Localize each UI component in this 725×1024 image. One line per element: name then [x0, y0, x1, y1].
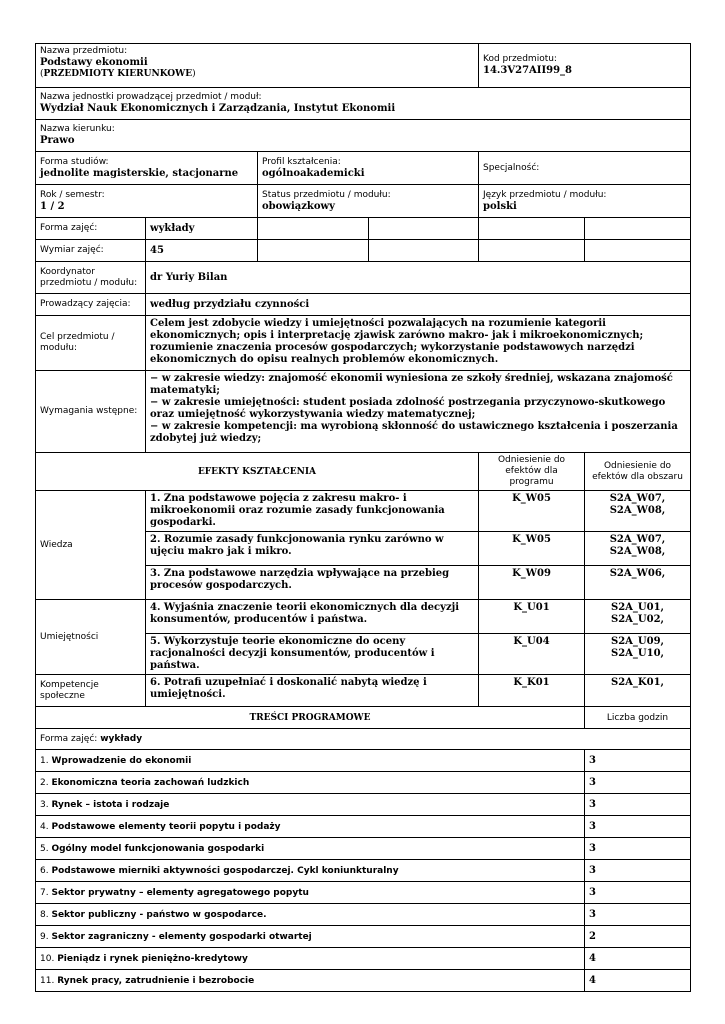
unit-row: [36, 88, 691, 120]
outcome-text: 5. Wykorzystuje teorie ekonomiczne do oceny racjonalności decyzji konsumentów, producentów i państwa.: [146, 634, 479, 675]
topic-num: 8.: [40, 909, 49, 920]
subject-row: [36, 44, 691, 88]
outcome-text: 1. Zna podstawowe pojęcia z zakresu makro- i mikroekonomii oraz rozumie zasady funkcjonowania gospodarki.: [146, 491, 479, 532]
topic-cell: [36, 772, 585, 794]
topic-title: Wprowadzenie do ekonomii: [51, 755, 192, 766]
outcome-program: K_W09: [479, 566, 585, 600]
topic-cell: [36, 882, 585, 904]
topic-num: 2.: [40, 777, 49, 788]
status-label: Status przedmiotu / modułu:: [262, 189, 391, 200]
requirement-line: − w zakresie umiejętności: student posiada zdolność postrzegania przyczynowo-skutkowego oraz umiejętność wykorzystywania wiedzy matematycznej;: [150, 397, 666, 420]
lecturers-value: według przydziału czynności: [146, 294, 691, 316]
topics-list: [36, 750, 691, 992]
field-label: Nazwa kierunku:: [40, 124, 115, 134]
outcome-program: K_W05: [479, 532, 585, 566]
topic-hours: 3: [585, 882, 691, 904]
topic-hours: 2: [585, 926, 691, 948]
topic-num: 5.: [40, 843, 49, 854]
lang-value: polski: [483, 200, 517, 212]
code-value: 14.3V27AII99_8: [483, 65, 573, 76]
program-header-row: [36, 707, 691, 729]
topic-num: 6.: [40, 865, 49, 876]
syllabus-page: [35, 43, 690, 992]
year-row: [36, 185, 691, 218]
status-value: obowiązkowy: [262, 200, 335, 212]
unit-value: Wydział Nauk Ekonomicznych i Zarządzania, Instytut Ekonomii: [40, 103, 396, 114]
profile-value: ogólnoakademicki: [262, 167, 365, 179]
topic-row: [36, 970, 691, 992]
outcome-area: S2A_W07, S2A_W08,: [585, 491, 691, 532]
code-label: Kod przedmiotu:: [483, 54, 557, 64]
topic-row: [36, 948, 691, 970]
topic-title: Sektor publiczny - państwo w gospodarce.: [51, 909, 267, 920]
topic-title: Rynek – istota i rodzaje: [51, 799, 170, 810]
profile-label: Profil kształcenia:: [262, 156, 341, 167]
classes-hours-row: [36, 240, 691, 262]
outcome-program: K_K01: [479, 675, 585, 707]
outcome-text: 4. Wyjaśnia znaczenie teorii ekonomicznych dla decyzji konsumentów, producentów i państwa.: [146, 600, 479, 634]
requirements-label: Wymagania wstępne:: [36, 371, 146, 453]
goal-label: Cel przedmiotu / modułu:: [36, 316, 146, 371]
program-form-value: wykłady: [100, 734, 143, 744]
form-cell: [36, 152, 258, 185]
outcome-text: 6. Potrafi uzupełniać i doskonalić nabytą wiedzę i umiejętności.: [146, 675, 479, 707]
program-hours-col: Liczba godzin: [585, 707, 691, 729]
topic-cell: [36, 926, 585, 948]
topic-hours: 3: [585, 772, 691, 794]
topic-cell: [36, 794, 585, 816]
outcome-group-skills: Umiejętności: [36, 600, 146, 675]
spec-label: Specjalność:: [483, 162, 540, 173]
field-cell: [36, 120, 691, 152]
coordinator-row: [36, 262, 691, 294]
topic-cell: [36, 750, 585, 772]
goal-value: Celem jest zdobycie wiedzy i umiejętności pozwalających na rozumienie kategorii ekonomicznych; opis i interpretację zjawisk zarówno makro- jak i mikroekonomicznych; rozumienie znaczenia procesów gospodarczych; wykorzystanie podstawowych narzędzi ekonomicznych do opisu realnych problemów ekonomicznych.: [146, 316, 691, 371]
profile-cell: [258, 152, 479, 185]
lecturers-row: [36, 294, 691, 316]
topic-title: Ogólny model funkcjonowania gospodarki: [51, 843, 265, 854]
program-form-cell: [36, 729, 691, 750]
topic-row: [36, 772, 691, 794]
topic-hours: 3: [585, 750, 691, 772]
topic-cell: [36, 970, 585, 992]
outcomes-col-program: Odniesienie do efektów dla programu: [479, 453, 585, 491]
unit-cell: [36, 88, 691, 120]
topic-num: 4.: [40, 821, 49, 832]
topic-hours: 3: [585, 816, 691, 838]
outcome-group-knowledge: Wiedza: [36, 491, 146, 600]
lang-label: Język przedmiotu / modułu:: [483, 189, 607, 200]
topic-title: Sektor zagraniczny - elementy gospodarki otwartej: [51, 931, 312, 942]
topic-num: 3.: [40, 799, 49, 810]
year-cell: [36, 185, 258, 218]
topic-title: Podstawowe elementy teorii popytu i podaży: [51, 821, 281, 832]
form-value: jednolite magisterskie, stacjonarne: [40, 167, 239, 179]
classes-form-label: Forma zajęć:: [36, 218, 146, 240]
classes-form-value: wykłady: [146, 218, 258, 240]
topic-cell: [36, 838, 585, 860]
topic-row: [36, 750, 691, 772]
subject-name: Podstawy ekonomii: [40, 57, 148, 68]
topic-row: [36, 926, 691, 948]
year-value: 1 / 2: [40, 200, 65, 212]
topic-row: [36, 838, 691, 860]
topic-row: [36, 860, 691, 882]
topic-hours: 4: [585, 948, 691, 970]
subject-group: PRZEDMIOTY KIERUNKOWE: [43, 69, 193, 79]
outcome-program: K_U01: [479, 600, 585, 634]
goal-row: [36, 316, 691, 371]
status-cell: [258, 185, 479, 218]
topic-row: [36, 904, 691, 926]
program-form-row: [36, 729, 691, 750]
topic-cell: [36, 860, 585, 882]
outcome-group-competences: Kompetencje społeczne: [36, 675, 146, 707]
outcome-text: 3. Zna podstawowe narzędzia wpływające na przebieg procesów gospodarczych.: [146, 566, 479, 600]
topic-hours: 3: [585, 838, 691, 860]
spec-cell: [479, 152, 691, 185]
lang-cell: [479, 185, 691, 218]
topic-num: 11.: [40, 975, 55, 986]
requirements-value: [146, 371, 691, 453]
topic-cell: [36, 948, 585, 970]
topic-title: Ekonomiczna teoria zachowań ludzkich: [51, 777, 250, 788]
outcome-program: K_U04: [479, 634, 585, 675]
topic-hours: 3: [585, 904, 691, 926]
outcome-text: 2. Rozumie zasady funkcjonowania rynku zarówno w ujęciu makro jak i mikro.: [146, 532, 479, 566]
outcome-row: [36, 491, 691, 532]
topic-num: 9.: [40, 931, 49, 942]
topic-num: 10.: [40, 953, 55, 964]
outcome-area: S2A_U01, S2A_U02,: [585, 600, 691, 634]
outcomes-col-area: Odniesienie do efektów dla obszaru: [585, 453, 691, 491]
program-title: TREŚCI PROGRAMOWE: [36, 707, 585, 729]
topic-title: Podstawowe mierniki aktywności gospodarczej. Cykl koniunkturalny: [51, 865, 399, 876]
topic-row: [36, 794, 691, 816]
topic-title: Sektor prywatny – elementy agregatowego popytu: [51, 887, 309, 898]
code-cell: [479, 44, 691, 88]
subject-cell: Nazwa przedmiotu: Podstawy ekonomii (PRZEDMIOTY KIERUNKOWE): [36, 44, 479, 88]
topic-title: Pieniądz i rynek pieniężno-kredytowy: [57, 953, 248, 964]
outcomes-header-row: [36, 453, 691, 491]
form-row: [36, 152, 691, 185]
coordinator-value: dr Yuriy Bilan: [146, 262, 691, 294]
classes-form-row: [36, 218, 691, 240]
syllabus-table: [35, 43, 691, 992]
coordinator-label: Koordynator przedmiotu / modułu:: [36, 262, 146, 294]
topic-hours: 3: [585, 794, 691, 816]
field-value: Prawo: [40, 135, 75, 146]
outcome-area: S2A_K01,: [585, 675, 691, 707]
classes-hours-value: 45: [146, 240, 258, 262]
subject-label: Nazwa przedmiotu:: [40, 46, 128, 56]
topic-num: 7.: [40, 887, 49, 898]
outcomes-title: EFEKTY KSZTAŁCENIA: [36, 453, 479, 491]
topic-num: 1.: [40, 755, 49, 766]
topic-hours: 4: [585, 970, 691, 992]
outcome-row: [36, 675, 691, 707]
program-form-prefix: Forma zajęć:: [40, 734, 98, 744]
outcome-area: S2A_U09, S2A_U10,: [585, 634, 691, 675]
lecturers-label: Prowadzący zajęcia:: [36, 294, 146, 316]
outcome-program: K_W05: [479, 491, 585, 532]
topic-row: [36, 882, 691, 904]
topic-title: Rynek pracy, zatrudnienie i bezrobocie: [57, 975, 255, 986]
topic-hours: 3: [585, 860, 691, 882]
topic-cell: [36, 904, 585, 926]
requirement-line: − w zakresie kompetencji: ma wyrobioną skłonność do ustawicznego kształcenia i poszerzania zdobytej już wiedzy;: [150, 421, 678, 444]
year-label: Rok / semestr:: [40, 189, 105, 200]
field-row: [36, 120, 691, 152]
unit-label: Nazwa jednostki prowadzącej przedmiot / moduł:: [40, 92, 262, 102]
topic-cell: [36, 816, 585, 838]
outcome-area: S2A_W07, S2A_W08,: [585, 532, 691, 566]
requirement-line: − w zakresie wiedzy: znajomość ekonomii wyniesiona ze szkoły średniej, wskazana znajomość matematyki;: [150, 373, 673, 396]
requirements-row: [36, 371, 691, 453]
outcome-row: [36, 600, 691, 634]
classes-hours-label: Wymiar zajęć:: [36, 240, 146, 262]
outcome-area: S2A_W06,: [585, 566, 691, 600]
topic-row: [36, 816, 691, 838]
form-label: Forma studiów:: [40, 156, 109, 167]
